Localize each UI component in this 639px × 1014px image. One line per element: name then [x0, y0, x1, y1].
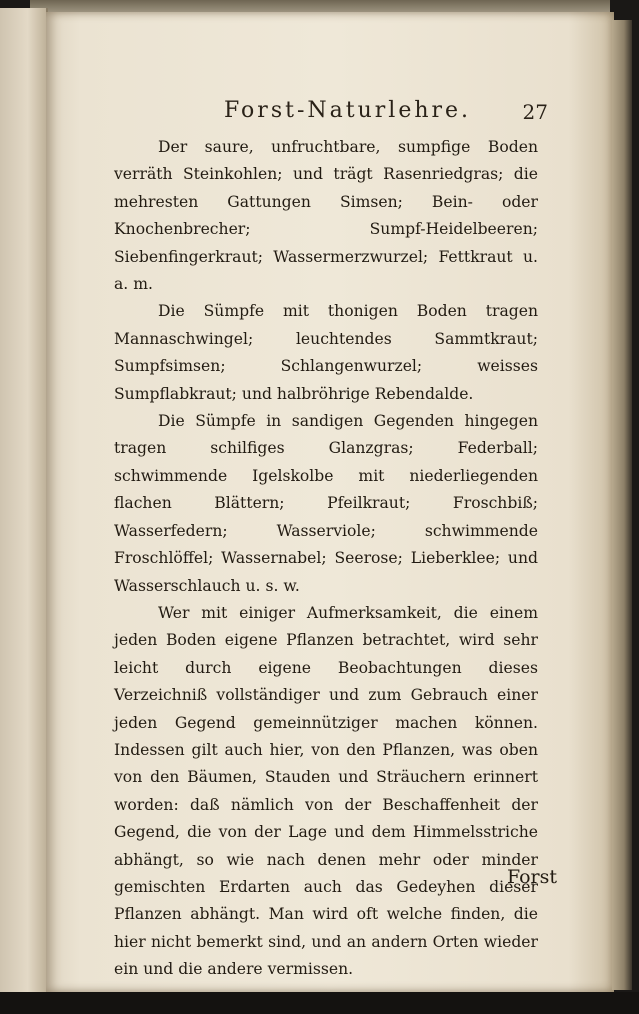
paragraph-acid-soil: Der saure, unfruchtbare, sumpfige Boden verräth Steinkohlen; und trägt Rasenriedgras; die mehresten Gattungen Simsen; Bein- oder Knochenbrecher; Sumpf-Heidelbeeren; Siebenfingerkraut; Wassermerzwurzel; Fettkraut u. a. m. [114, 138, 538, 294]
paragraph-clay-swamps: Die Sümpfe mit thonigen Boden tragen Mannaschwingel; leuchtendes Sammtkraut; Sumpfsimsen; Schlangenwurzel; weisses Sumpflabkraut; und halbröhrige Rebendalde. [114, 302, 538, 403]
page-header [46, 90, 614, 130]
page-body [114, 134, 538, 984]
previous-page-edge [0, 8, 48, 992]
paragraph-sandy-swamps: Die Sümpfe in sandigen Gegenden hingegen tragen schilfiges Glanzgras; Federball; schwimmende Igelskolbe mit niederliegenden flachen Blättern; Pfeilkraut; Froschbiß; Wasserfedern; Wasserviole; schwimmende Froschlöffel; Wassernabel; Seerose; Lieberklee; und Wasserschlauch u. s. w. [114, 412, 538, 595]
paragraph-observation: Wer mit einiger Aufmerksamkeit, die einem jeden Boden eigene Pflanzen betrachtet, wird sehr leicht durch eigene Beobachtungen dieses Verzeichniß vollständiger und zum Gebrauch einer jeden Gegend gemeinnütziger machen können. Indessen gilt auch hier, von den Pflanzen, was oben von den Bäumen, Stauden und Sträuchern erinnert worden: daß nämlich von der Beschaffenheit der Gegend, die von der Lage und dem Himmelsstriche abhängt, so wie nach denen mehr oder minder gemischten Erdarten auch das Gedeyhen dieser Pflanzen abhängt. Man wird oft welche finden, die hier nicht bemerkt sind, und an andern Orten wieder ein und die andere vermissen. [114, 603, 538, 979]
page-stack-edge [612, 20, 632, 990]
book-bottom-edge [0, 992, 639, 1014]
page-number: 27 [522, 100, 548, 124]
running-head: Forst-Naturlehre. [224, 98, 472, 123]
catchword: Forst [506, 866, 557, 888]
